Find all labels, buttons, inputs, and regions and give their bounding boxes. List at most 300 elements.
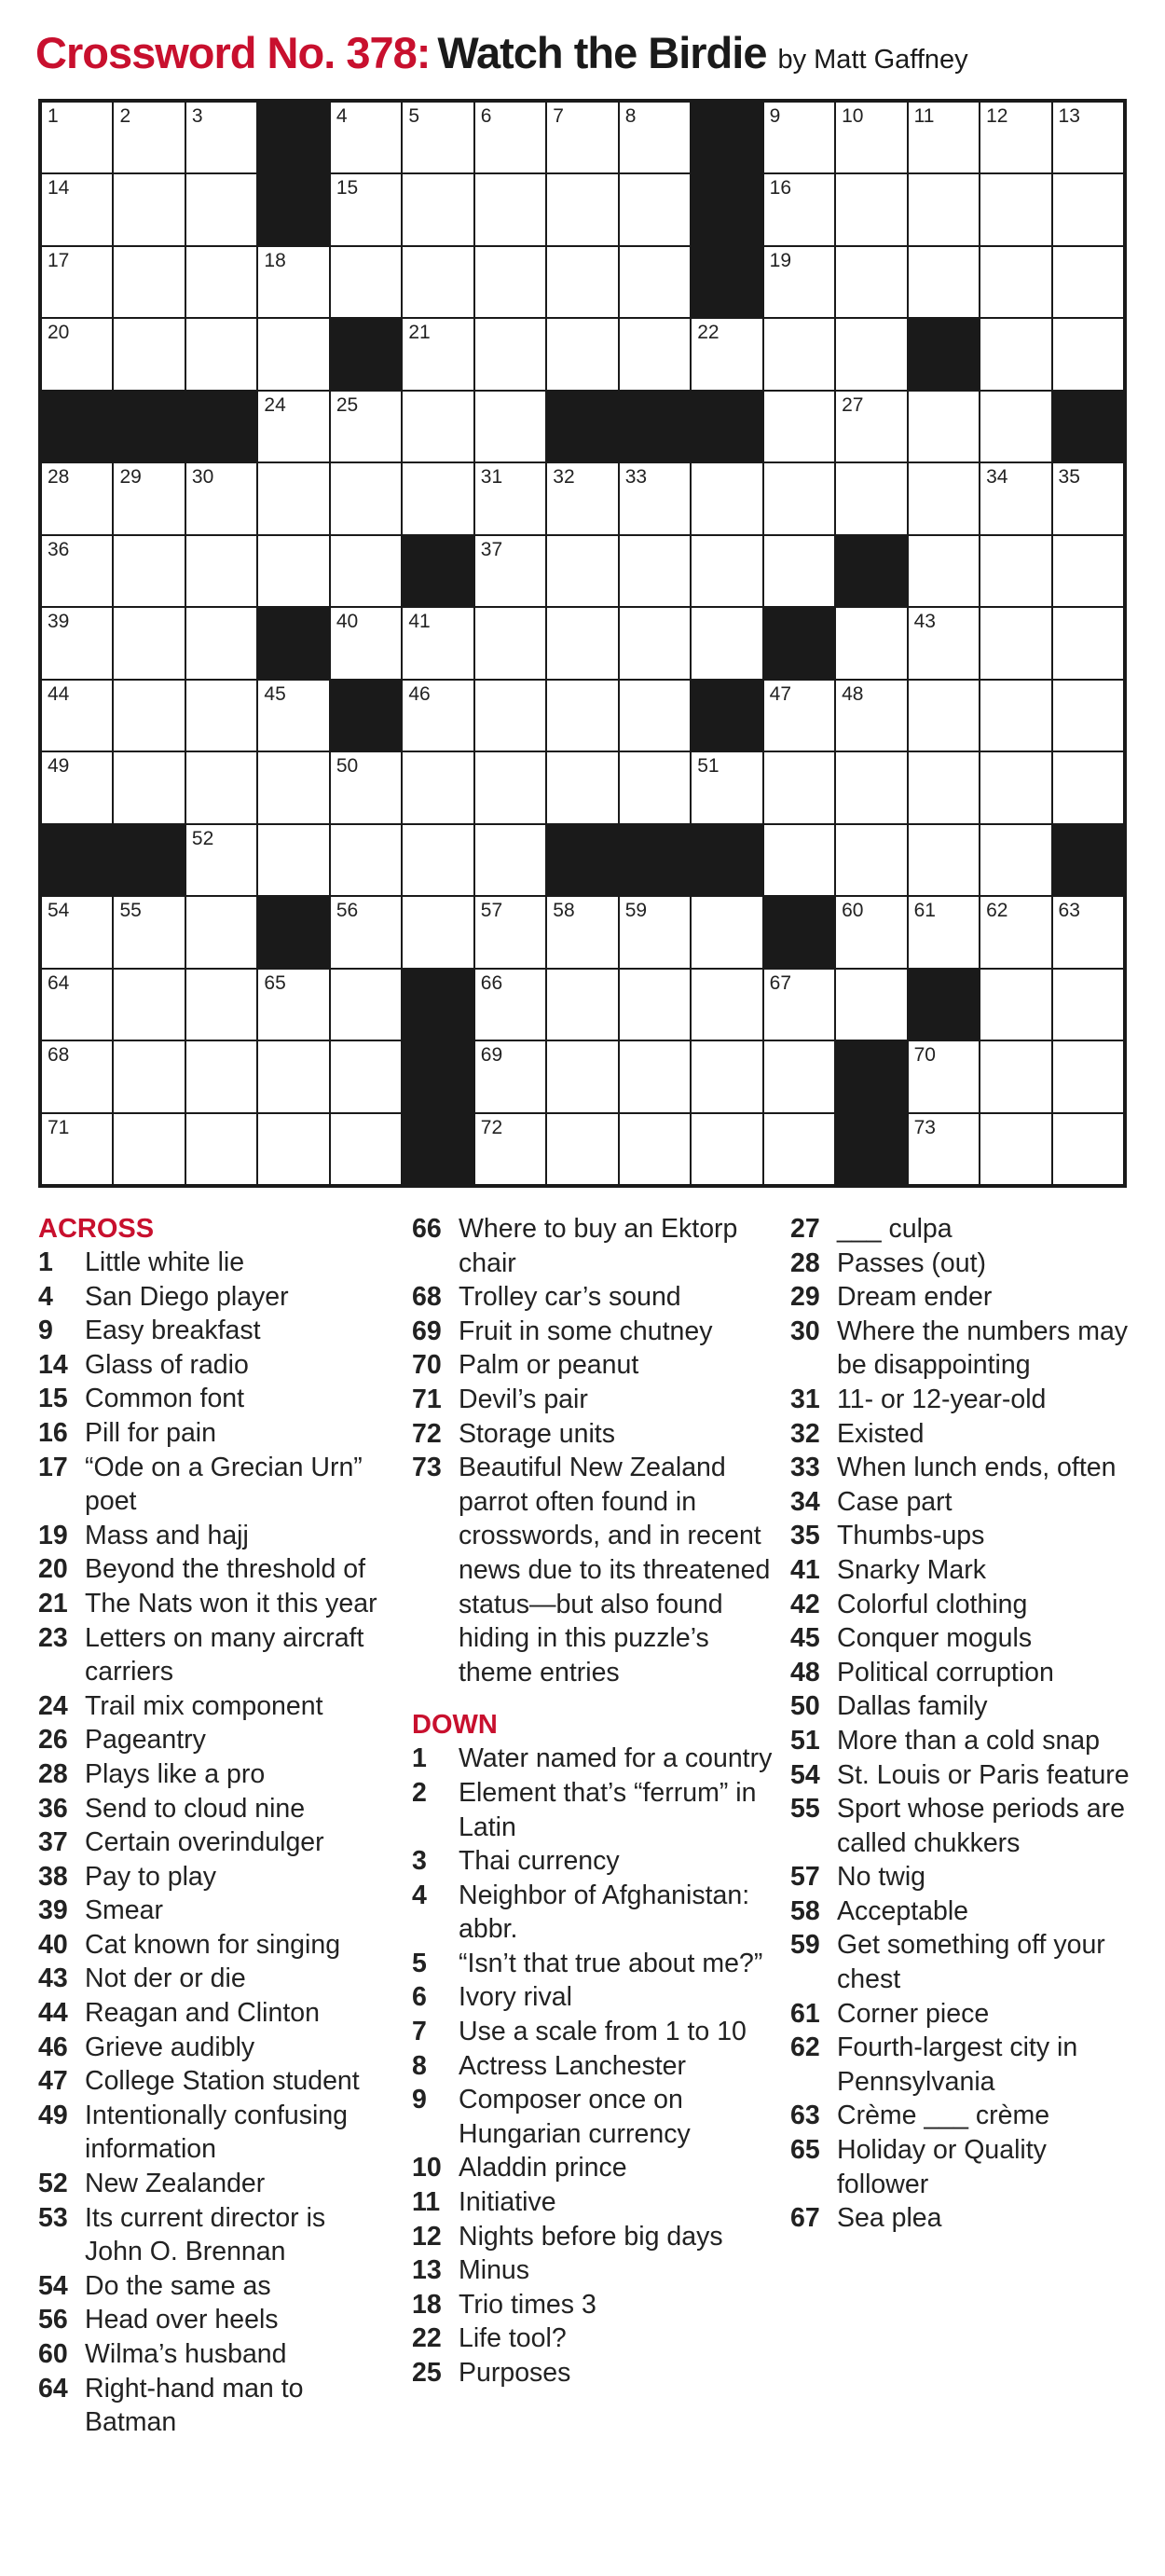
grid-cell[interactable] <box>764 103 834 172</box>
clue-item <box>790 1860 1144 1894</box>
grid-cell[interactable] <box>403 752 473 822</box>
clue-item <box>412 1315 775 1349</box>
clue-item <box>38 1280 388 1315</box>
grid-cell[interactable] <box>980 392 1050 461</box>
grid-cell[interactable] <box>547 174 617 244</box>
clue-text: College Station student <box>85 2066 360 2097</box>
grid-cell[interactable] <box>909 463 979 533</box>
cell-number: 73 <box>913 1116 936 1138</box>
clue-item <box>38 1519 388 1553</box>
clue-item <box>790 1519 1144 1553</box>
grid-cell[interactable] <box>764 463 834 533</box>
grid-cell[interactable] <box>42 970 112 1040</box>
grid-cell[interactable] <box>403 103 473 172</box>
clue-item <box>38 1348 388 1383</box>
grid-cell[interactable] <box>258 463 328 533</box>
grid-cell[interactable] <box>403 247 473 317</box>
grid-cell[interactable] <box>1053 681 1123 751</box>
grid-cell[interactable] <box>1053 103 1123 172</box>
clue-item <box>412 2185 775 2220</box>
clue-text: Do the same as <box>85 2270 271 2301</box>
grid-cell[interactable] <box>258 970 328 1040</box>
grid-cell[interactable] <box>475 536 545 606</box>
grid-cell[interactable] <box>692 319 761 389</box>
clue-item <box>38 1860 388 1894</box>
grid-cell[interactable] <box>764 681 834 751</box>
grid-cell[interactable] <box>620 1114 690 1184</box>
grid-block <box>42 392 112 461</box>
grid-block <box>186 392 256 461</box>
clue-text: Element that’s “ferrum” in Latin <box>459 1777 757 1842</box>
grid-cell[interactable] <box>909 392 979 461</box>
clue-text: Trio times 3 <box>459 2289 596 2320</box>
grid-cell[interactable] <box>909 103 979 172</box>
clue-text: Aladdin prince <box>459 2153 627 2183</box>
grid-cell[interactable] <box>547 897 617 967</box>
grid-cell[interactable] <box>475 681 545 751</box>
grid-cell[interactable] <box>1053 174 1123 244</box>
grid-cell[interactable] <box>186 1114 256 1184</box>
clue-text: Passes (out) <box>837 1247 986 1278</box>
cell-number: 35 <box>1058 466 1080 489</box>
grid-cell[interactable] <box>475 970 545 1040</box>
grid-cell[interactable] <box>547 536 617 606</box>
across-clue-list <box>38 1246 388 2440</box>
grid-cell[interactable] <box>475 752 545 822</box>
clue-number: 30 <box>790 1316 820 1346</box>
clue-item <box>790 1894 1144 1929</box>
clue-item <box>412 1451 775 1689</box>
grid-cell[interactable] <box>764 319 834 389</box>
grid-cell[interactable] <box>475 1041 545 1111</box>
grid-block <box>836 1041 906 1111</box>
clue-item <box>38 1246 388 1280</box>
clue-text: When lunch ends, often <box>837 1453 1117 1483</box>
grid-cell[interactable] <box>403 825 473 895</box>
grid-cell[interactable] <box>836 608 906 678</box>
clue-text: Existed <box>837 1418 925 1449</box>
clue-column-3 <box>790 1212 1144 2236</box>
cell-number: 20 <box>48 322 70 344</box>
grid-cell[interactable] <box>403 897 473 967</box>
grid-cell[interactable] <box>186 319 256 389</box>
grid-cell[interactable] <box>114 103 184 172</box>
clue-text: Colorful clothing <box>837 1589 1028 1619</box>
grid-cell[interactable] <box>331 970 401 1040</box>
grid-cell[interactable] <box>980 897 1050 967</box>
grid-cell[interactable] <box>331 825 401 895</box>
grid-cell[interactable] <box>1053 897 1123 967</box>
grid-cell[interactable] <box>331 1114 401 1184</box>
grid-cell[interactable] <box>836 319 906 389</box>
grid-cell[interactable] <box>331 247 401 317</box>
grid-cell[interactable] <box>331 752 401 822</box>
clue-number: 15 <box>38 1384 68 1414</box>
cell-number: 14 <box>48 177 70 200</box>
grid-cell[interactable] <box>836 247 906 317</box>
grid-cell[interactable] <box>764 825 834 895</box>
grid-cell[interactable] <box>836 463 906 533</box>
grid-cell[interactable] <box>114 897 184 967</box>
grid-cell[interactable] <box>1053 319 1123 389</box>
clue-text: Actress Lanchester <box>459 2050 686 2081</box>
grid-cell[interactable] <box>980 681 1050 751</box>
cell-number: 64 <box>48 971 70 994</box>
clue-text: Devil’s pair <box>459 1384 588 1414</box>
cell-number: 45 <box>264 682 286 705</box>
grid-cell[interactable] <box>836 681 906 751</box>
cell-number: 37 <box>480 538 503 560</box>
grid-cell[interactable] <box>114 247 184 317</box>
clue-number: 22 <box>412 2323 442 2354</box>
clue-item <box>790 2201 1144 2236</box>
grid-cell[interactable] <box>836 752 906 822</box>
cell-number: 69 <box>480 1044 503 1067</box>
grid-cell[interactable] <box>1053 463 1123 533</box>
grid-cell[interactable] <box>764 536 834 606</box>
grid-cell[interactable] <box>547 1114 617 1184</box>
grid-cell[interactable] <box>547 752 617 822</box>
grid-cell[interactable] <box>980 319 1050 389</box>
clue-text: Right-hand man to Batman <box>85 2373 304 2438</box>
grid-cell[interactable] <box>114 752 184 822</box>
clue-text: Conquer moguls <box>837 1623 1033 1654</box>
grid-cell[interactable] <box>909 608 979 678</box>
clue-text: Get something off your chest <box>837 1930 1105 1995</box>
clue-text: Fourth-largest city in Pennsylvania <box>837 2032 1078 2097</box>
clue-item <box>412 2356 775 2390</box>
grid-cell[interactable] <box>980 103 1050 172</box>
clue-item <box>790 2031 1144 2099</box>
grid-cell[interactable] <box>331 392 401 461</box>
grid-cell[interactable] <box>114 970 184 1040</box>
grid-cell[interactable] <box>836 825 906 895</box>
grid-cell[interactable] <box>547 103 617 172</box>
clue-item <box>412 2083 775 2151</box>
puzzle-byline: by Matt Gaffney <box>777 45 968 75</box>
grid-cell[interactable] <box>186 752 256 822</box>
clue-item <box>38 2031 388 2065</box>
grid-cell[interactable] <box>980 752 1050 822</box>
clue-item <box>38 2303 388 2337</box>
grid-block <box>909 319 979 389</box>
grid-cell[interactable] <box>692 970 761 1040</box>
grid-cell[interactable] <box>331 103 401 172</box>
grid-cell[interactable] <box>42 174 112 244</box>
grid-cell[interactable] <box>980 174 1050 244</box>
puzzle-number: Crossword No. 378: <box>35 28 431 77</box>
grid-cell[interactable] <box>909 681 979 751</box>
cell-number: 32 <box>553 466 575 489</box>
grid-cell[interactable] <box>403 174 473 244</box>
clue-item <box>38 2099 388 2167</box>
grid-block <box>114 825 184 895</box>
grid-cell[interactable] <box>909 247 979 317</box>
grid-cell[interactable] <box>909 174 979 244</box>
cell-number: 72 <box>480 1116 503 1138</box>
cell-number: 4 <box>336 105 348 127</box>
grid-cell[interactable] <box>620 608 690 678</box>
cell-number: 21 <box>408 322 431 344</box>
grid-cell[interactable] <box>836 392 906 461</box>
grid-cell[interactable] <box>114 319 184 389</box>
grid-cell[interactable] <box>909 536 979 606</box>
grid-cell[interactable] <box>1053 1114 1123 1184</box>
grid-cell[interactable] <box>403 392 473 461</box>
grid-cell[interactable] <box>547 247 617 317</box>
cell-number: 6 <box>480 105 492 127</box>
grid-cell[interactable] <box>42 1041 112 1111</box>
cell-number: 3 <box>191 105 203 127</box>
grid-cell[interactable] <box>980 970 1050 1040</box>
clue-text: Composer once on Hungarian currency <box>459 2085 691 2149</box>
grid-cell[interactable] <box>909 752 979 822</box>
grid-cell[interactable] <box>547 319 617 389</box>
grid-cell[interactable] <box>547 970 617 1040</box>
clue-number: 66 <box>412 1214 442 1244</box>
grid-cell[interactable] <box>764 752 834 822</box>
grid-cell[interactable] <box>764 1114 834 1184</box>
grid-cell[interactable] <box>331 174 401 244</box>
grid-cell[interactable] <box>836 897 906 967</box>
grid-cell[interactable] <box>475 319 545 389</box>
grid-cell[interactable] <box>980 1041 1050 1111</box>
puzzle-header <box>35 21 1135 86</box>
cell-number: 17 <box>48 249 70 271</box>
clue-text: Life tool? <box>459 2323 567 2354</box>
clue-item <box>790 2099 1144 2133</box>
grid-cell[interactable] <box>692 897 761 967</box>
grid-cell[interactable] <box>42 319 112 389</box>
cell-number: 19 <box>769 249 792 271</box>
grid-cell[interactable] <box>620 463 690 533</box>
clue-number: 28 <box>38 1758 68 1789</box>
cell-number: 71 <box>48 1116 70 1138</box>
clue-text: New Zealander <box>85 2169 266 2199</box>
grid-cell[interactable] <box>547 681 617 751</box>
grid-cell[interactable] <box>258 1041 328 1111</box>
grid-cell[interactable] <box>42 681 112 751</box>
grid-cell[interactable] <box>258 681 328 751</box>
cell-number: 66 <box>480 971 503 994</box>
cell-number: 49 <box>48 755 70 778</box>
grid-cell[interactable] <box>475 247 545 317</box>
clue-item <box>412 2151 775 2185</box>
clue-text: Plays like a pro <box>85 1758 266 1789</box>
grid-cell[interactable] <box>620 681 690 751</box>
grid-cell[interactable] <box>620 897 690 967</box>
grid-cell[interactable] <box>475 897 545 967</box>
grid-cell[interactable] <box>42 103 112 172</box>
grid-cell[interactable] <box>42 463 112 533</box>
clue-text: “Ode on a Grecian Urn” poet <box>85 1452 363 1517</box>
clue-item <box>412 1742 775 1776</box>
clue-text: Cat known for singing <box>85 1929 341 1960</box>
grid-cell[interactable] <box>475 825 545 895</box>
grid-cell[interactable] <box>1053 247 1123 317</box>
clue-item <box>38 1962 388 1996</box>
grid-cell[interactable] <box>114 1114 184 1184</box>
grid-cell[interactable] <box>980 463 1050 533</box>
grid-cell[interactable] <box>403 319 473 389</box>
grid-cell[interactable] <box>42 897 112 967</box>
grid-cell[interactable] <box>403 608 473 678</box>
grid-cell[interactable] <box>42 1114 112 1184</box>
clue-text: No twig <box>837 1862 926 1893</box>
grid-cell[interactable] <box>186 825 256 895</box>
clue-text: Easy breakfast <box>85 1316 261 1346</box>
grid-cell[interactable] <box>475 463 545 533</box>
grid-cell[interactable] <box>620 1041 690 1111</box>
grid-cell[interactable] <box>692 1041 761 1111</box>
grid-cell[interactable] <box>186 1041 256 1111</box>
grid-cell[interactable] <box>258 752 328 822</box>
grid-cell[interactable] <box>258 392 328 461</box>
grid-cell[interactable] <box>692 536 761 606</box>
grid-cell[interactable] <box>620 536 690 606</box>
grid-cell[interactable] <box>980 825 1050 895</box>
grid-cell[interactable] <box>475 608 545 678</box>
grid-cell[interactable] <box>836 174 906 244</box>
grid-cell[interactable] <box>764 970 834 1040</box>
grid-cell[interactable] <box>1053 536 1123 606</box>
grid-cell[interactable] <box>114 536 184 606</box>
grid-cell[interactable] <box>1053 752 1123 822</box>
cell-number: 54 <box>48 900 70 922</box>
grid-cell[interactable] <box>547 1041 617 1111</box>
grid-cell[interactable] <box>692 463 761 533</box>
grid-cell[interactable] <box>620 970 690 1040</box>
clue-item <box>412 1844 775 1879</box>
grid-cell[interactable] <box>186 897 256 967</box>
cell-number: 30 <box>191 466 214 489</box>
clue-number: 56 <box>38 2305 68 2335</box>
clue-text: San Diego player <box>85 1281 289 1312</box>
grid-cell[interactable] <box>764 174 834 244</box>
grid-cell[interactable] <box>909 1114 979 1184</box>
grid-cell[interactable] <box>331 608 401 678</box>
grid-block <box>836 536 906 606</box>
grid-cell[interactable] <box>114 681 184 751</box>
grid-cell[interactable] <box>547 608 617 678</box>
grid-cell[interactable] <box>620 174 690 244</box>
grid-cell[interactable] <box>258 319 328 389</box>
grid-cell[interactable] <box>403 463 473 533</box>
grid-cell[interactable] <box>114 1041 184 1111</box>
grid-cell[interactable] <box>42 247 112 317</box>
grid-cell[interactable] <box>186 536 256 606</box>
crossword-grid <box>38 99 1127 1188</box>
clue-item <box>412 1417 775 1452</box>
grid-cell[interactable] <box>114 174 184 244</box>
grid-cell[interactable] <box>475 103 545 172</box>
grid-cell[interactable] <box>475 174 545 244</box>
grid-cell[interactable] <box>258 1114 328 1184</box>
clue-item <box>38 1825 388 1860</box>
down-clue-list-continued <box>790 1212 1144 2236</box>
cell-number: 52 <box>191 827 214 849</box>
grid-cell[interactable] <box>692 608 761 678</box>
grid-cell[interactable] <box>475 392 545 461</box>
grid-cell[interactable] <box>909 1041 979 1111</box>
grid-cell[interactable] <box>620 319 690 389</box>
grid-cell[interactable] <box>475 1114 545 1184</box>
grid-cell[interactable] <box>331 463 401 533</box>
clue-item <box>38 2269 388 2304</box>
clue-number: 37 <box>38 1827 68 1858</box>
grid-cell[interactable] <box>42 608 112 678</box>
clue-number: 2 <box>412 1777 427 1808</box>
cell-number: 41 <box>408 611 431 633</box>
grid-cell[interactable] <box>980 536 1050 606</box>
clue-item <box>38 1382 388 1416</box>
grid-cell[interactable] <box>186 247 256 317</box>
clue-item <box>38 1314 388 1348</box>
grid-cell[interactable] <box>186 103 256 172</box>
down-clue-list <box>412 1742 775 2390</box>
cell-number: 55 <box>119 900 142 922</box>
clue-text: The Nats won it this year <box>85 1588 377 1619</box>
grid-cell[interactable] <box>620 247 690 317</box>
grid-cell[interactable] <box>186 174 256 244</box>
grid-cell[interactable] <box>186 463 256 533</box>
grid-cell[interactable] <box>114 463 184 533</box>
clue-text: Head over heels <box>85 2305 279 2335</box>
grid-cell[interactable] <box>42 536 112 606</box>
grid-cell[interactable] <box>547 463 617 533</box>
grid-cell[interactable] <box>836 103 906 172</box>
grid-cell[interactable] <box>764 392 834 461</box>
grid-cell[interactable] <box>620 103 690 172</box>
grid-cell[interactable] <box>403 681 473 751</box>
grid-cell[interactable] <box>620 752 690 822</box>
grid-cell[interactable] <box>186 681 256 751</box>
grid-block <box>692 174 761 244</box>
grid-cell[interactable] <box>1053 970 1123 1040</box>
grid-cell[interactable] <box>909 825 979 895</box>
grid-cell[interactable] <box>42 752 112 822</box>
grid-cell[interactable] <box>980 1114 1050 1184</box>
grid-cell[interactable] <box>980 608 1050 678</box>
clue-text: Minus <box>459 2255 530 2286</box>
grid-cell[interactable] <box>1053 1041 1123 1111</box>
clue-number: 47 <box>38 2066 68 2097</box>
grid-cell[interactable] <box>331 1041 401 1111</box>
grid-cell[interactable] <box>909 897 979 967</box>
clue-number: 43 <box>38 1963 68 1994</box>
grid-cell[interactable] <box>836 970 906 1040</box>
grid-cell[interactable] <box>331 897 401 967</box>
grid-cell[interactable] <box>692 752 761 822</box>
grid-cell[interactable] <box>258 536 328 606</box>
clue-number: 46 <box>38 2032 68 2062</box>
grid-cell[interactable] <box>186 608 256 678</box>
grid-cell[interactable] <box>692 1114 761 1184</box>
grid-cell[interactable] <box>258 247 328 317</box>
grid-cell[interactable] <box>764 247 834 317</box>
clue-number: 16 <box>38 1417 68 1448</box>
grid-cell[interactable] <box>258 825 328 895</box>
grid-cell[interactable] <box>764 1041 834 1111</box>
cell-number: 31 <box>480 466 503 489</box>
grid-cell[interactable] <box>114 608 184 678</box>
grid-cell[interactable] <box>331 536 401 606</box>
clue-text: Glass of radio <box>85 1349 249 1380</box>
grid-cell[interactable] <box>980 247 1050 317</box>
grid-cell[interactable] <box>1053 608 1123 678</box>
grid-cell[interactable] <box>186 970 256 1040</box>
grid-block <box>331 681 401 751</box>
